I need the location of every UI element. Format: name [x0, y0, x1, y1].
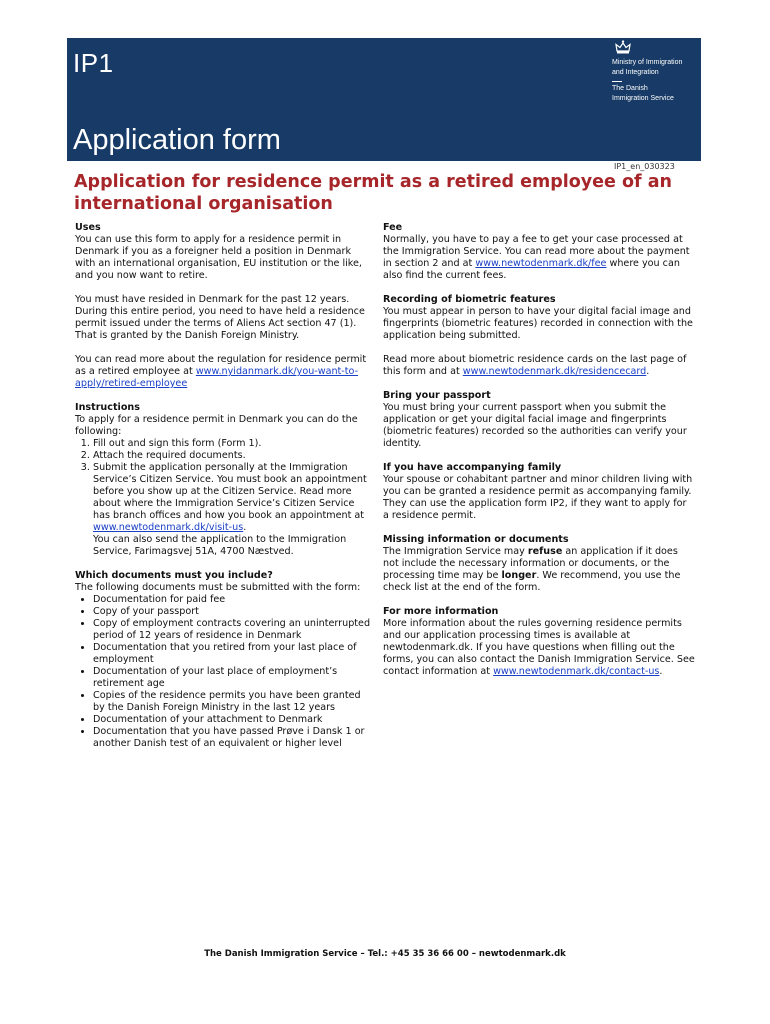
- more-info-text: More information about the rules governing residence permits and our application processing times is available at newtodenmark.dk. If you have questions when filling out the forms, you can also contact the Danish Immigration Service. See contact information at: [383, 618, 695, 677]
- instruction-step-3-period: .: [243, 522, 247, 533]
- visit-us-link[interactable]: www.newtodenmark.dk/visit-us: [93, 522, 244, 533]
- crown-icon: [615, 40, 631, 54]
- biometric-paragraph: You must appear in person to have your digital facial image and fingerprints (biometric features) recorded in connection with the application being submitted.: [383, 306, 693, 341]
- page-title: Application for residence permit as a retired employee of an international organisation: [74, 172, 672, 214]
- more-info-tail: .: [659, 666, 663, 677]
- instruction-step-2: 2. Attach the required documents.: [93, 450, 371, 462]
- document-item: • Copy of employment contracts covering an uninterrupted period of 12 years of residence in Denmark: [93, 618, 371, 642]
- right-column: [383, 222, 695, 690]
- document-item: • Documentation that you retired from your last place of employment: [93, 642, 371, 666]
- document-item: • Copies of the residence permits you have been granted by the Danish Foreign Ministry in the last 12 years: [93, 690, 371, 714]
- left-column: [75, 222, 371, 750]
- instructions-intro: To apply for a residence permit in Denmark you can do the following:: [75, 414, 358, 437]
- uses-paragraph-1: You can use this form to apply for a residence permit in Denmark if you as a foreigner held a position in Denmark with an international organisation, EU institution or the like, and you now want to retire.: [75, 234, 362, 281]
- contact-us-link[interactable]: www.newtodenmark.dk/contact-us: [493, 666, 660, 677]
- missing-text-1: The Immigration Service may: [383, 546, 528, 557]
- uses-paragraph-3: [75, 354, 371, 390]
- instruction-step-3-text: Submit the application personally at the Immigration Service’s Citizen Service. You must book an appointment before you show up at the Citizen Service. Read more about where the Immigration Service’s Citizen Service has branch offices and how you book an appointment at: [93, 462, 367, 521]
- fee-heading: Fee: [383, 222, 403, 233]
- header-banner: [67, 38, 701, 161]
- residence-card-link[interactable]: www.newtodenmark.dk/residencecard: [462, 366, 647, 377]
- service-name-line1: The Danish: [612, 85, 648, 92]
- family-paragraph: Your spouse or cohabitant partner and minor children living with you can be granted a residence permit as accompanying family. They can use the application form IP2, if they want to apply for a residence permit.: [383, 474, 693, 521]
- application-form-title: Application form: [73, 124, 281, 156]
- missing-heading: Missing information or documents: [383, 534, 569, 545]
- ministry-name-line1: Ministry of Immigration: [612, 59, 683, 66]
- ministry-name-line2: and Integration: [612, 69, 659, 76]
- service-name-line2: Immigration Service: [612, 95, 674, 102]
- form-code-title: IP1: [73, 48, 114, 78]
- refuse-emphasis: refuse: [527, 546, 563, 557]
- residence-card-paragraph: [383, 354, 695, 378]
- family-heading: If you have accompanying family: [383, 462, 562, 473]
- uses-paragraph-3-text: You can read more about the regulation for residence permit as a retired employee at: [75, 354, 367, 377]
- residence-card-tail: .: [646, 366, 650, 377]
- fee-text: Normally, you have to pay a fee to get your case processed at the Immigration Service. You can read more about the payment in section 2 and at: [383, 234, 690, 269]
- fee-link[interactable]: www.newtodenmark.dk/fee: [475, 258, 607, 269]
- missing-text-2: an application if it does not include the necessary information or documents, or the processing time may be: [383, 546, 678, 581]
- missing-text-3: . We recommend, you use the check list at the end of the form.: [383, 570, 681, 593]
- document-item: • Documentation that you have passed Prøve i Dansk 1 or another Danish test of an equivalent or higher level: [93, 726, 371, 750]
- passport-heading: Bring your passport: [383, 390, 491, 401]
- instruction-step-3: [93, 462, 371, 558]
- ministry-logo: [612, 40, 698, 104]
- documents-heading: Which documents must you include?: [75, 570, 273, 581]
- more-info-paragraph: [383, 618, 695, 678]
- fee-paragraph: [383, 234, 695, 282]
- longer-emphasis: longer: [501, 570, 537, 581]
- more-info-heading: For more information: [383, 606, 499, 617]
- passport-paragraph: You must bring your current passport when you submit the application or get your digital facial image and fingerprints (biometric features) recorded so the authorities can verify your identity.: [383, 402, 687, 449]
- document-item: • Copy of your passport: [93, 606, 371, 618]
- instruction-step-3-extra: You can also send the application to the Immigration Service, Farimagsvej 51A, 4700 Næstved.: [93, 534, 347, 557]
- retired-employee-link[interactable]: www.nyidanmark.dk/you-want-to-apply/retired-employee: [75, 366, 359, 389]
- missing-paragraph: [383, 546, 695, 594]
- document-item: • Documentation of your last place of employment’s retirement age: [93, 666, 371, 690]
- instructions-heading: Instructions: [75, 402, 140, 413]
- documents-list: [75, 594, 371, 750]
- uses-paragraph-2: You must have resided in Denmark for the past 12 years. During this entire period, you need to have held a residence permit issued under the terms of Aliens Act section 47 (1). That is granted by the Danish Foreign Ministry.: [75, 294, 365, 341]
- fee-tail: where you can also find the current fees.: [383, 258, 680, 281]
- documents-intro: The following documents must be submitted with the form:: [75, 582, 361, 593]
- logo-divider: [612, 81, 622, 82]
- form-version-code: IP1_en_030323: [614, 162, 675, 171]
- page-footer: The Danish Immigration Service – Tel.: +45 35 36 66 00 – newtodenmark.dk: [204, 949, 566, 959]
- uses-heading: Uses: [75, 222, 101, 233]
- instruction-step-1: 1. Fill out and sign this form (Form 1).: [93, 438, 371, 450]
- instructions-list: [75, 438, 371, 558]
- residence-card-text: Read more about biometric residence cards on the last page of this form and at: [383, 354, 687, 377]
- biometric-heading: Recording of biometric features: [383, 294, 556, 305]
- document-item: • Documentation of your attachment to Denmark: [93, 714, 371, 726]
- document-item: • Documentation for paid fee: [93, 594, 371, 606]
